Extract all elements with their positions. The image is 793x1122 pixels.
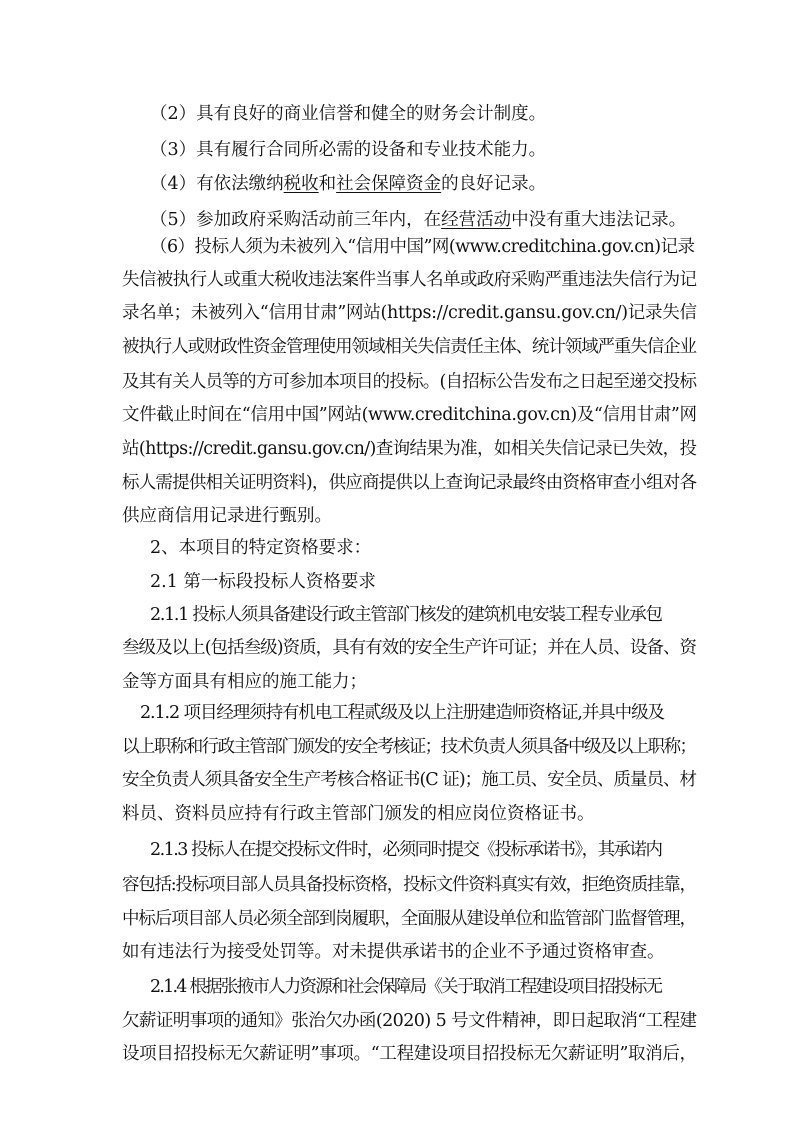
- text-line: 料员、资料员应持有行政主管部门颁发的相应岗位资格证书。: [122, 804, 595, 824]
- text-line: 2.1 第一标段投标人资格要求: [150, 572, 376, 592]
- text-line: 供应商信用记录进行甄别。: [122, 506, 332, 526]
- text-segment: （4）有依法缴纳: [150, 174, 284, 194]
- text-line: 设项目招投标无欠薪证明”事项。“工程建设项目招投标无欠薪证明”取消后，: [122, 1044, 697, 1064]
- text-line: 被执行人或财政性资金管理使用领域相关失信责任主体、统计领域严重失信企业: [122, 337, 696, 357]
- text-line: 容包括:投标项目部人员具备投标资格，投标文件资料真实有效，拒绝资质挂靠，: [122, 875, 696, 895]
- text-line: 安全负责人须具备安全生产考核合格证书(C 证)；施工员、安全员、质量员、材: [122, 770, 697, 790]
- text-line: 如有违法行为接受处罚等。对未提供承诺书的企业不予通过资格审查。: [122, 942, 665, 962]
- text-line: [150, 209, 686, 231]
- text-line: 金等方面具有相应的施工能力；: [122, 672, 367, 692]
- text-segment: 和: [318, 174, 337, 194]
- text-line: 及其有关人员等的方可参加本项目的投标。(自招标公告发布之日起至递交投标: [122, 372, 697, 392]
- underlined-term: 税收: [283, 174, 319, 194]
- text-line: 录名单；未被列入“信用甘肃”网站(https://credit.gansu.gov.cn/)记录失信: [122, 303, 697, 323]
- text-line: 欠薪证明事项的通知》张治欠办函(2020) 5 号文件精神，即日起取消“工程建: [122, 1011, 697, 1031]
- text-line: 2.1.2 项目经理须持有机电工程贰级及以上注册建造师资格证,并具中级及: [140, 703, 664, 723]
- text-line: （6）投标人须为未被列入“信用中国”网(www.creditchina.gov.cn)记录: [150, 237, 695, 257]
- text-line: 中标后项目部人员必须全部到岗履职，全面服从建设单位和监管部门监督管理，: [122, 909, 696, 929]
- text-line: 失信被执行人或重大税收违法案件当事人名单或政府采购严重违法失信行为记: [122, 270, 697, 290]
- underlined-term: 社会保障资金: [336, 174, 442, 194]
- text-line: 叁级及以上(包括叁级)资质，具有有效的安全生产许可证；并在人员、设备、资: [122, 638, 697, 658]
- text-line: 文件截止时间在“信用中国”网站(www.creditchina.gov.cn)及“信用甘肃”网: [122, 405, 697, 425]
- text-segment: 的良好记录。: [441, 174, 547, 194]
- text-line: [150, 173, 546, 195]
- text-line: 站(https://credit.gansu.gov.cn/)查询结果为准，如相关失信记录已失效，投: [122, 439, 697, 459]
- text-line: （2）具有良好的商业信誉和健全的财务会计制度。: [150, 104, 547, 124]
- text-segment: 中没有重大违法记录。: [511, 210, 687, 230]
- underlined-term: 经营活动: [441, 210, 512, 230]
- text-line: 标人需提供相关证明资料)，供应商提供以上查询记录最终由资格审查小组对各: [122, 473, 697, 493]
- text-line: 2.1.1 投标人须具备建设行政主管部门核发的建筑机电安装工程专业承包: [150, 605, 662, 625]
- text-line: （3）具有履行合同所必需的设备和专业技术能力。: [150, 140, 547, 160]
- text-line: 2、本项目的特定资格要求：: [150, 538, 372, 558]
- text-line: 以上职称和行政主管部门颁发的安全考核证；技术负责人须具备中级及以上职称；: [122, 737, 696, 757]
- text-line: 2.1.4 根据张掖市人力资源和社会保障局《关于取消工程建设项目招投标无: [150, 977, 662, 997]
- text-segment: （5）参加政府采购活动前三年内，在: [150, 210, 442, 230]
- text-line: 2.1.3 投标人在提交投标文件时，必须同时提交《投标承诺书》，其承诺内: [150, 840, 662, 860]
